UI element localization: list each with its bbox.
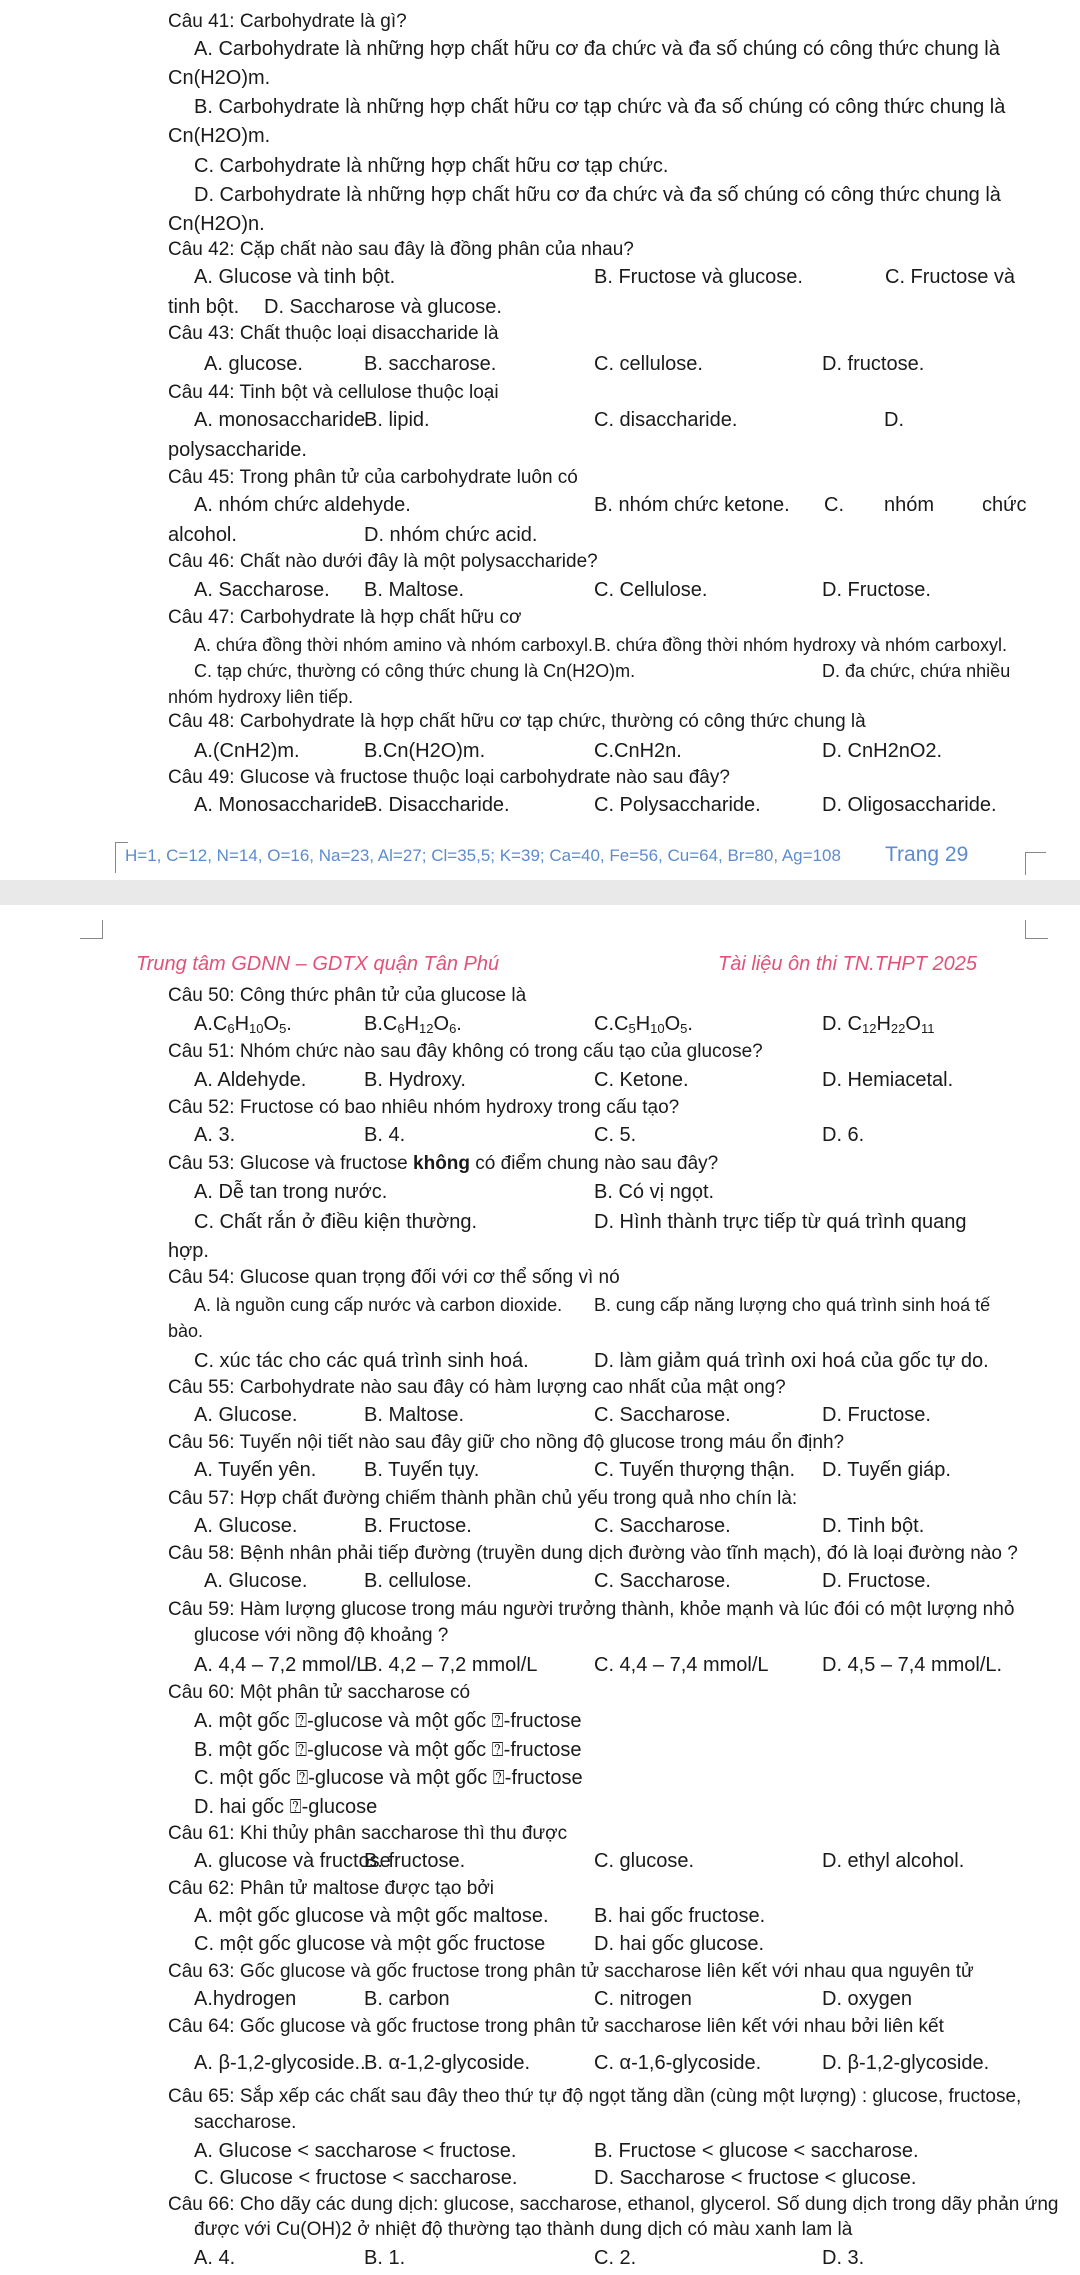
q52-option-a: A. 3. (194, 1124, 236, 1146)
q63-option-d: D. oxygen (822, 1988, 913, 2010)
q42-option-a: A. Glucose và tinh bột. (194, 266, 396, 288)
q47-option-c: C. tạp chức, thường có công thức chung là Cn(H2O)m. (194, 661, 636, 681)
q56-option-b: B. Tuyến tụy. (364, 1459, 480, 1481)
question-50-stem: Câu 50: Công thức phân tử của glucose là (168, 985, 527, 1006)
q61-option-d: D. ethyl alcohol. (822, 1850, 965, 1872)
q44-option-b: B. lipid. (364, 409, 430, 431)
q50-option-c: $C.C_5H_{10}O_5$. (594, 1013, 693, 1036)
q64-option-a: A. β-1,2-glycoside.. (194, 2052, 366, 2074)
q66-option-b: B. 1. (364, 2247, 406, 2269)
q61-option-a: A. glucose và fructose (194, 1850, 391, 1872)
page-separator (0, 880, 1080, 905)
q55-option-b: B. Maltose. (364, 1404, 465, 1426)
q44-option-d: D. (884, 409, 904, 431)
q43-option-b: B. saccharose. (364, 353, 497, 375)
q42-option-c-cont: tinh bột. (168, 296, 240, 318)
q47-option-d: D. đa chức, chứa nhiều (822, 661, 1011, 681)
question-51-stem: Câu 51: Nhóm chức nào sau đây không có trong cấu tạo của glucose? (168, 1041, 763, 1062)
question-56-stem: Câu 56: Tuyến nội tiết nào sau đây giữ cho nồng độ glucose trong máu ổn định? (168, 1432, 845, 1453)
q48-option-d: D. CnH2nO2. (822, 740, 943, 762)
q41-option-b-cont: Cn(H2O)m. (168, 125, 271, 147)
q42-option-b: B. Fructose và glucose. (594, 266, 803, 288)
q53-stem-post: có điểm chung nào sau đây? (470, 1153, 719, 1174)
q50-option-d: D. $C_{12}H_{22}O_{11}$ (822, 1013, 935, 1036)
q49-option-a: A. Monosaccharide. (194, 794, 371, 816)
q62-option-d: D. hai gốc glucose. (594, 1933, 765, 1955)
header-right: Tài liệu ôn thi TN.THPT 2025 (718, 953, 977, 975)
q45-option-b: B. nhóm chức ketone. (594, 494, 790, 516)
q49-option-c: C. Polysaccharide. (594, 794, 761, 816)
q54-option-c: C. xúc tác cho các quá trình sinh hoá. (194, 1350, 529, 1372)
q49-option-b: B. Disaccharide. (364, 794, 510, 816)
q63-option-c: C. nitrogen (594, 1988, 692, 2010)
q51-option-d: D. Hemiacetal. (822, 1069, 954, 1091)
footer-atomic-masses: H=1, C=12, N=14, O=16, Na=23, Al=27; Cl=35,5; K=39; Ca=40, Fe=56, Cu=64, Br=80, Ag=108 (125, 846, 841, 865)
q44-option-c: C. disaccharide. (594, 409, 738, 431)
q66-option-c: C. 2. (594, 2247, 637, 2269)
q53-stem-bold: không (413, 1153, 471, 1174)
q53-stem-pre: Câu 53: Glucose và fructose (168, 1153, 414, 1174)
q58-option-d: D. Fructose. (822, 1570, 931, 1592)
q63-option-b: B. carbon (364, 1988, 450, 2010)
q55-option-c: C. Saccharose. (594, 1404, 731, 1426)
q45-option-d: D. nhóm chức acid. (364, 524, 538, 546)
question-48-stem: Câu 48: Carbohydrate là hợp chất hữu cơ tạp chức, thường có công thức chung là (168, 711, 866, 732)
q64-option-c: C. α-1,6-glycoside. (594, 2052, 762, 2074)
q65-option-c: C. Glucose < fructose < saccharose. (194, 2167, 518, 2189)
q60-option-d: D. hai gốc ⍰-glucose (194, 1796, 378, 1818)
question-60-stem: Câu 60: Một phân tử saccharose có (168, 1682, 471, 1703)
q45-option-c-word2: chức (982, 494, 1027, 516)
q47-option-d-cont: nhóm hydroxy liên tiếp. (168, 687, 354, 707)
q54-option-a: A. là nguồn cung cấp nước và carbon dioxide. (194, 1295, 563, 1315)
q65-option-a: A. Glucose < saccharose < fructose. (194, 2140, 517, 2162)
q53-option-c: C. Chất rắn ở điều kiện thường. (194, 1211, 478, 1233)
q57-option-d: D. Tinh bột. (822, 1515, 925, 1537)
q56-option-d: D. Tuyến giáp. (822, 1459, 951, 1481)
q41-option-d: D. Carbohydrate là những hợp chất hữu cơ đa chức và đa số chúng có công thức chung là (194, 184, 1001, 206)
header-corner-left (80, 920, 103, 939)
q46-option-a: A. Saccharose. (194, 579, 330, 601)
question-61-stem: Câu 61: Khi thủy phân saccharose thì thu được (168, 1823, 568, 1844)
q59-option-d: D. 4,5 – 7,4 mmol/L. (822, 1654, 1003, 1676)
q48-option-a: A.(CnH2)m. (194, 740, 300, 762)
q58-option-a: A. Glucose. (204, 1570, 308, 1592)
q58-option-b: B. cellulose. (364, 1570, 472, 1592)
question-59-stem: Câu 59: Hàm lượng glucose trong máu người trưởng thành, khỏe mạnh và lúc đói có một lượng nhỏ (168, 1599, 1015, 1620)
q52-option-d: D. 6. (822, 1124, 865, 1146)
q43-option-a: A. glucose. (204, 353, 303, 375)
question-47-stem: Câu 47: Carbohydrate là hợp chất hữu cơ (168, 607, 522, 628)
page-number: Trang 29 (885, 843, 969, 866)
q66-option-a: A. 4. (194, 2247, 236, 2269)
q45-option-c: C. (824, 494, 844, 516)
question-43-stem: Câu 43: Chất thuộc loại disaccharide là (168, 323, 499, 344)
q49-option-d: D. Oligosaccharide. (822, 794, 997, 816)
q64-option-b: B. α-1,2-glycoside. (364, 2052, 531, 2074)
q52-option-b: B. 4. (364, 1124, 406, 1146)
question-66-stem-cont: được với Cu(OH)2 ở nhiệt độ thường tạo thành dung dịch có màu xanh lam là (194, 2219, 853, 2240)
q48-option-c: C.CnH2n. (594, 740, 682, 762)
q47-option-b: B. chứa đồng thời nhóm hydroxy và nhóm carboxyl. (594, 635, 1008, 655)
q50-option-a: $A.C_6H_{10}O_5$. (194, 1013, 292, 1036)
q43-option-d: D. fructose. (822, 353, 925, 375)
question-53-stem (168, 1152, 718, 1176)
question-44-stem: Câu 44: Tinh bột và cellulose thuộc loại (168, 382, 499, 403)
q53-option-d: D. Hình thành trực tiếp từ quá trình quang (594, 1211, 967, 1233)
question-63-stem: Câu 63: Gốc glucose và gốc fructose trong phân tử saccharose liên kết với nhau qua nguyên tử (168, 1961, 974, 1982)
q57-option-c: C. Saccharose. (594, 1515, 731, 1537)
q52-option-c: C. 5. (594, 1124, 637, 1146)
question-41-stem: Câu 41: Carbohydrate là gì? (168, 11, 407, 32)
q60-option-c: C. một gốc ⍰-glucose và một gốc ⍰-fructose (194, 1767, 583, 1789)
q46-option-b: B. Maltose. (364, 579, 465, 601)
question-57-stem: Câu 57: Hợp chất đường chiếm thành phần chủ yếu trong quả nho chín là: (168, 1488, 798, 1509)
q61-option-b: B. fructose. (364, 1850, 466, 1872)
q51-option-a: A. Aldehyde. (194, 1069, 307, 1091)
q54-option-b: B. cung cấp năng lượng cho quá trình sinh hoá tế (594, 1295, 991, 1315)
q57-option-b: B. Fructose. (364, 1515, 472, 1537)
header-left: Trung tâm GDNN – GDTX quận Tân Phú (136, 953, 500, 975)
q62-option-c: C. một gốc glucose và một gốc fructose (194, 1933, 546, 1955)
q41-option-a: A. Carbohydrate là những hợp chất hữu cơ đa chức và đa số chúng có công thức chung là (194, 38, 1000, 60)
q54-option-b-cont: bào. (168, 1321, 204, 1341)
q51-option-b: B. Hydroxy. (364, 1069, 466, 1091)
q59-option-a: A. 4,4 – 7,2 mmol/L (194, 1654, 368, 1676)
header-corner-right (1025, 920, 1048, 939)
q51-option-c: C. Ketone. (594, 1069, 689, 1091)
q55-option-a: A. Glucose. (194, 1404, 298, 1426)
q60-option-a: A. một gốc ⍰-glucose và một gốc ⍰-fructose (194, 1710, 582, 1732)
question-59-stem-cont: glucose với nồng độ khoảng ? (194, 1625, 449, 1646)
q45-option-a: A. nhóm chức aldehyde. (194, 494, 411, 516)
question-46-stem: Câu 46: Chất nào dưới đây là một polysaccharide? (168, 551, 598, 572)
q53-option-d-cont: hợp. (168, 1240, 209, 1262)
q56-option-c: C. Tuyến thượng thận. (594, 1459, 796, 1481)
question-52-stem: Câu 52: Fructose có bao nhiêu nhóm hydroxy trong cấu tạo? (168, 1097, 680, 1118)
q46-option-d: D. Fructose. (822, 579, 931, 601)
question-65-stem: Câu 65: Sắp xếp các chất sau đây theo thứ tự độ ngọt tăng dần (cùng một lượng) : glucose, fructose, (168, 2086, 1022, 2107)
q57-option-a: A. Glucose. (194, 1515, 298, 1537)
question-55-stem: Câu 55: Carbohydrate nào sau đây có hàm lượng cao nhất của mật ong? (168, 1377, 786, 1398)
question-65-stem-cont: saccharose. (194, 2112, 297, 2133)
question-42-stem: Câu 42: Cặp chất nào sau đây là đồng phân của nhau? (168, 239, 634, 260)
question-49-stem: Câu 49: Glucose và fructose thuộc loại carbohydrate nào sau đây? (168, 767, 730, 788)
q58-option-c: C. Saccharose. (594, 1570, 731, 1592)
q43-option-c: C. cellulose. (594, 353, 703, 375)
q44-option-a: A. monosaccharide. (194, 409, 371, 431)
q59-option-b: B. 4,2 – 7,2 mmol/L (364, 1654, 538, 1676)
question-64-stem: Câu 64: Gốc glucose và gốc fructose trong phân tử saccharose liên kết với nhau bởi liên kết (168, 2016, 944, 2037)
q56-option-a: A. Tuyến yên. (194, 1459, 317, 1481)
q47-option-a: A. chứa đồng thời nhóm amino và nhóm carboxyl. (194, 635, 594, 655)
q62-option-a: A. một gốc glucose và một gốc maltose. (194, 1905, 549, 1927)
footer-corner-right (1025, 852, 1046, 875)
q64-option-d: D. β-1,2-glycoside. (822, 2052, 990, 2074)
q55-option-d: D. Fructose. (822, 1404, 931, 1426)
q66-option-d: D. 3. (822, 2247, 865, 2269)
q48-option-b: B.Cn(H2O)m. (364, 740, 486, 762)
question-62-stem: Câu 62: Phân tử maltose được tạo bởi (168, 1878, 495, 1899)
question-66-stem: Câu 66: Cho dãy các dung dịch: glucose, saccharose, ethanol, glycerol. Số dung dịch trong dãy phản ứng (168, 2194, 1059, 2215)
q50-option-b: $B.C_6H_{12}O_6$. (364, 1013, 462, 1036)
q53-option-a: A. Dễ tan trong nước. (194, 1181, 388, 1203)
q41-option-d-cont: Cn(H2O)n. (168, 213, 265, 235)
q42-option-c: C. Fructose và (885, 266, 1016, 288)
q44-option-d-cont: polysaccharide. (168, 439, 307, 461)
q65-option-b: B. Fructose < glucose < saccharose. (594, 2140, 919, 2162)
page-29 (0, 0, 1080, 880)
q61-option-c: C. glucose. (594, 1850, 695, 1872)
question-58-stem: Câu 58: Bệnh nhân phải tiếp đường (truyền dung dịch đường vào tĩnh mạch), đó là loại đường nào ? (168, 1543, 1018, 1564)
q45-option-c-cont: alcohol. (168, 524, 237, 546)
q45-option-c-word1: nhóm (884, 494, 935, 516)
q53-option-b: B. Có vị ngọt. (594, 1181, 715, 1203)
q54-option-d: D. làm giảm quá trình oxi hoá của gốc tự do. (594, 1350, 989, 1372)
q62-option-b: B. hai gốc fructose. (594, 1905, 766, 1927)
q41-option-b: B. Carbohydrate là những hợp chất hữu cơ tạp chức và đa số chúng có công thức chung là (194, 96, 1006, 118)
q63-option-a: A.hydrogen (194, 1988, 297, 2010)
q41-option-a-cont: Cn(H2O)m. (168, 67, 271, 89)
q41-option-c: C. Carbohydrate là những hợp chất hữu cơ tạp chức. (194, 155, 669, 177)
q42-option-d: D. Saccharose và glucose. (264, 296, 502, 318)
q60-option-b: B. một gốc ⍰-glucose và một gốc ⍰-fructose (194, 1739, 582, 1761)
question-45-stem: Câu 45: Trong phân tử của carbohydrate luôn có (168, 467, 578, 488)
q46-option-c: C. Cellulose. (594, 579, 708, 601)
question-54-stem: Câu 54: Glucose quan trọng đối với cơ thể sống vì nó (168, 1267, 620, 1288)
q65-option-d: D. Saccharose < fructose < glucose. (594, 2167, 917, 2189)
q59-option-c: C. 4,4 – 7,4 mmol/L (594, 1654, 769, 1676)
